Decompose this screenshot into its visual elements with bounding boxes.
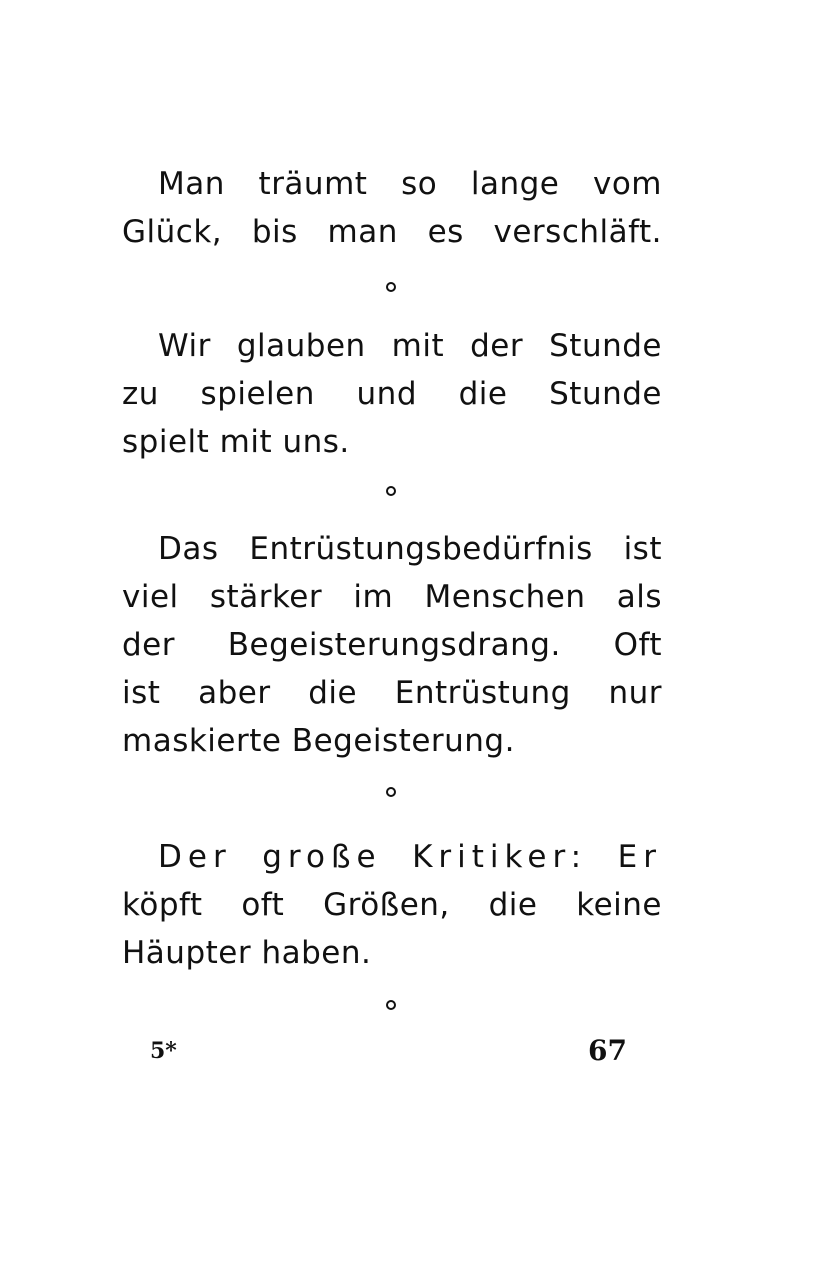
aphorism-1: [122, 160, 662, 256]
aphorism-line: der Begeisterungsdrang. Oft: [122, 627, 662, 663]
aphorism-line: Man träumt so lange vom: [158, 166, 662, 202]
separator-dot: [386, 787, 396, 797]
separator-dot: [386, 282, 396, 292]
aphorism-line: Wir glauben mit der Stunde: [158, 328, 662, 364]
aphorism-line: köpft oft Größen, die keine: [122, 887, 662, 923]
separator-dot: [386, 486, 396, 496]
aphorism-line: maskierte Begeisterung.: [122, 723, 515, 759]
aphorism-line: ist aber die Entrüstung nur: [122, 675, 662, 711]
aphorism-2: [122, 322, 662, 466]
aphorism-3: [122, 525, 662, 765]
aphorism-line: zu spielen und die Stunde: [122, 376, 662, 412]
aphorism-line: Der große Kritiker: Er: [158, 839, 662, 875]
aphorism-line: Glück, bis man es verschläft.: [122, 214, 662, 250]
separator-dot: [386, 1000, 396, 1010]
aphorism-line: spielt mit uns.: [122, 424, 350, 460]
aphorism-line: Das Entrüstungsbedürfnis ist: [158, 531, 662, 567]
aphorism-line: Häupter haben.: [122, 935, 372, 971]
aphorism-4: [122, 833, 662, 977]
aphorism-line: viel stärker im Menschen als: [122, 579, 662, 615]
page-number: 67: [588, 1034, 627, 1067]
signature-mark: 5*: [150, 1038, 177, 1064]
